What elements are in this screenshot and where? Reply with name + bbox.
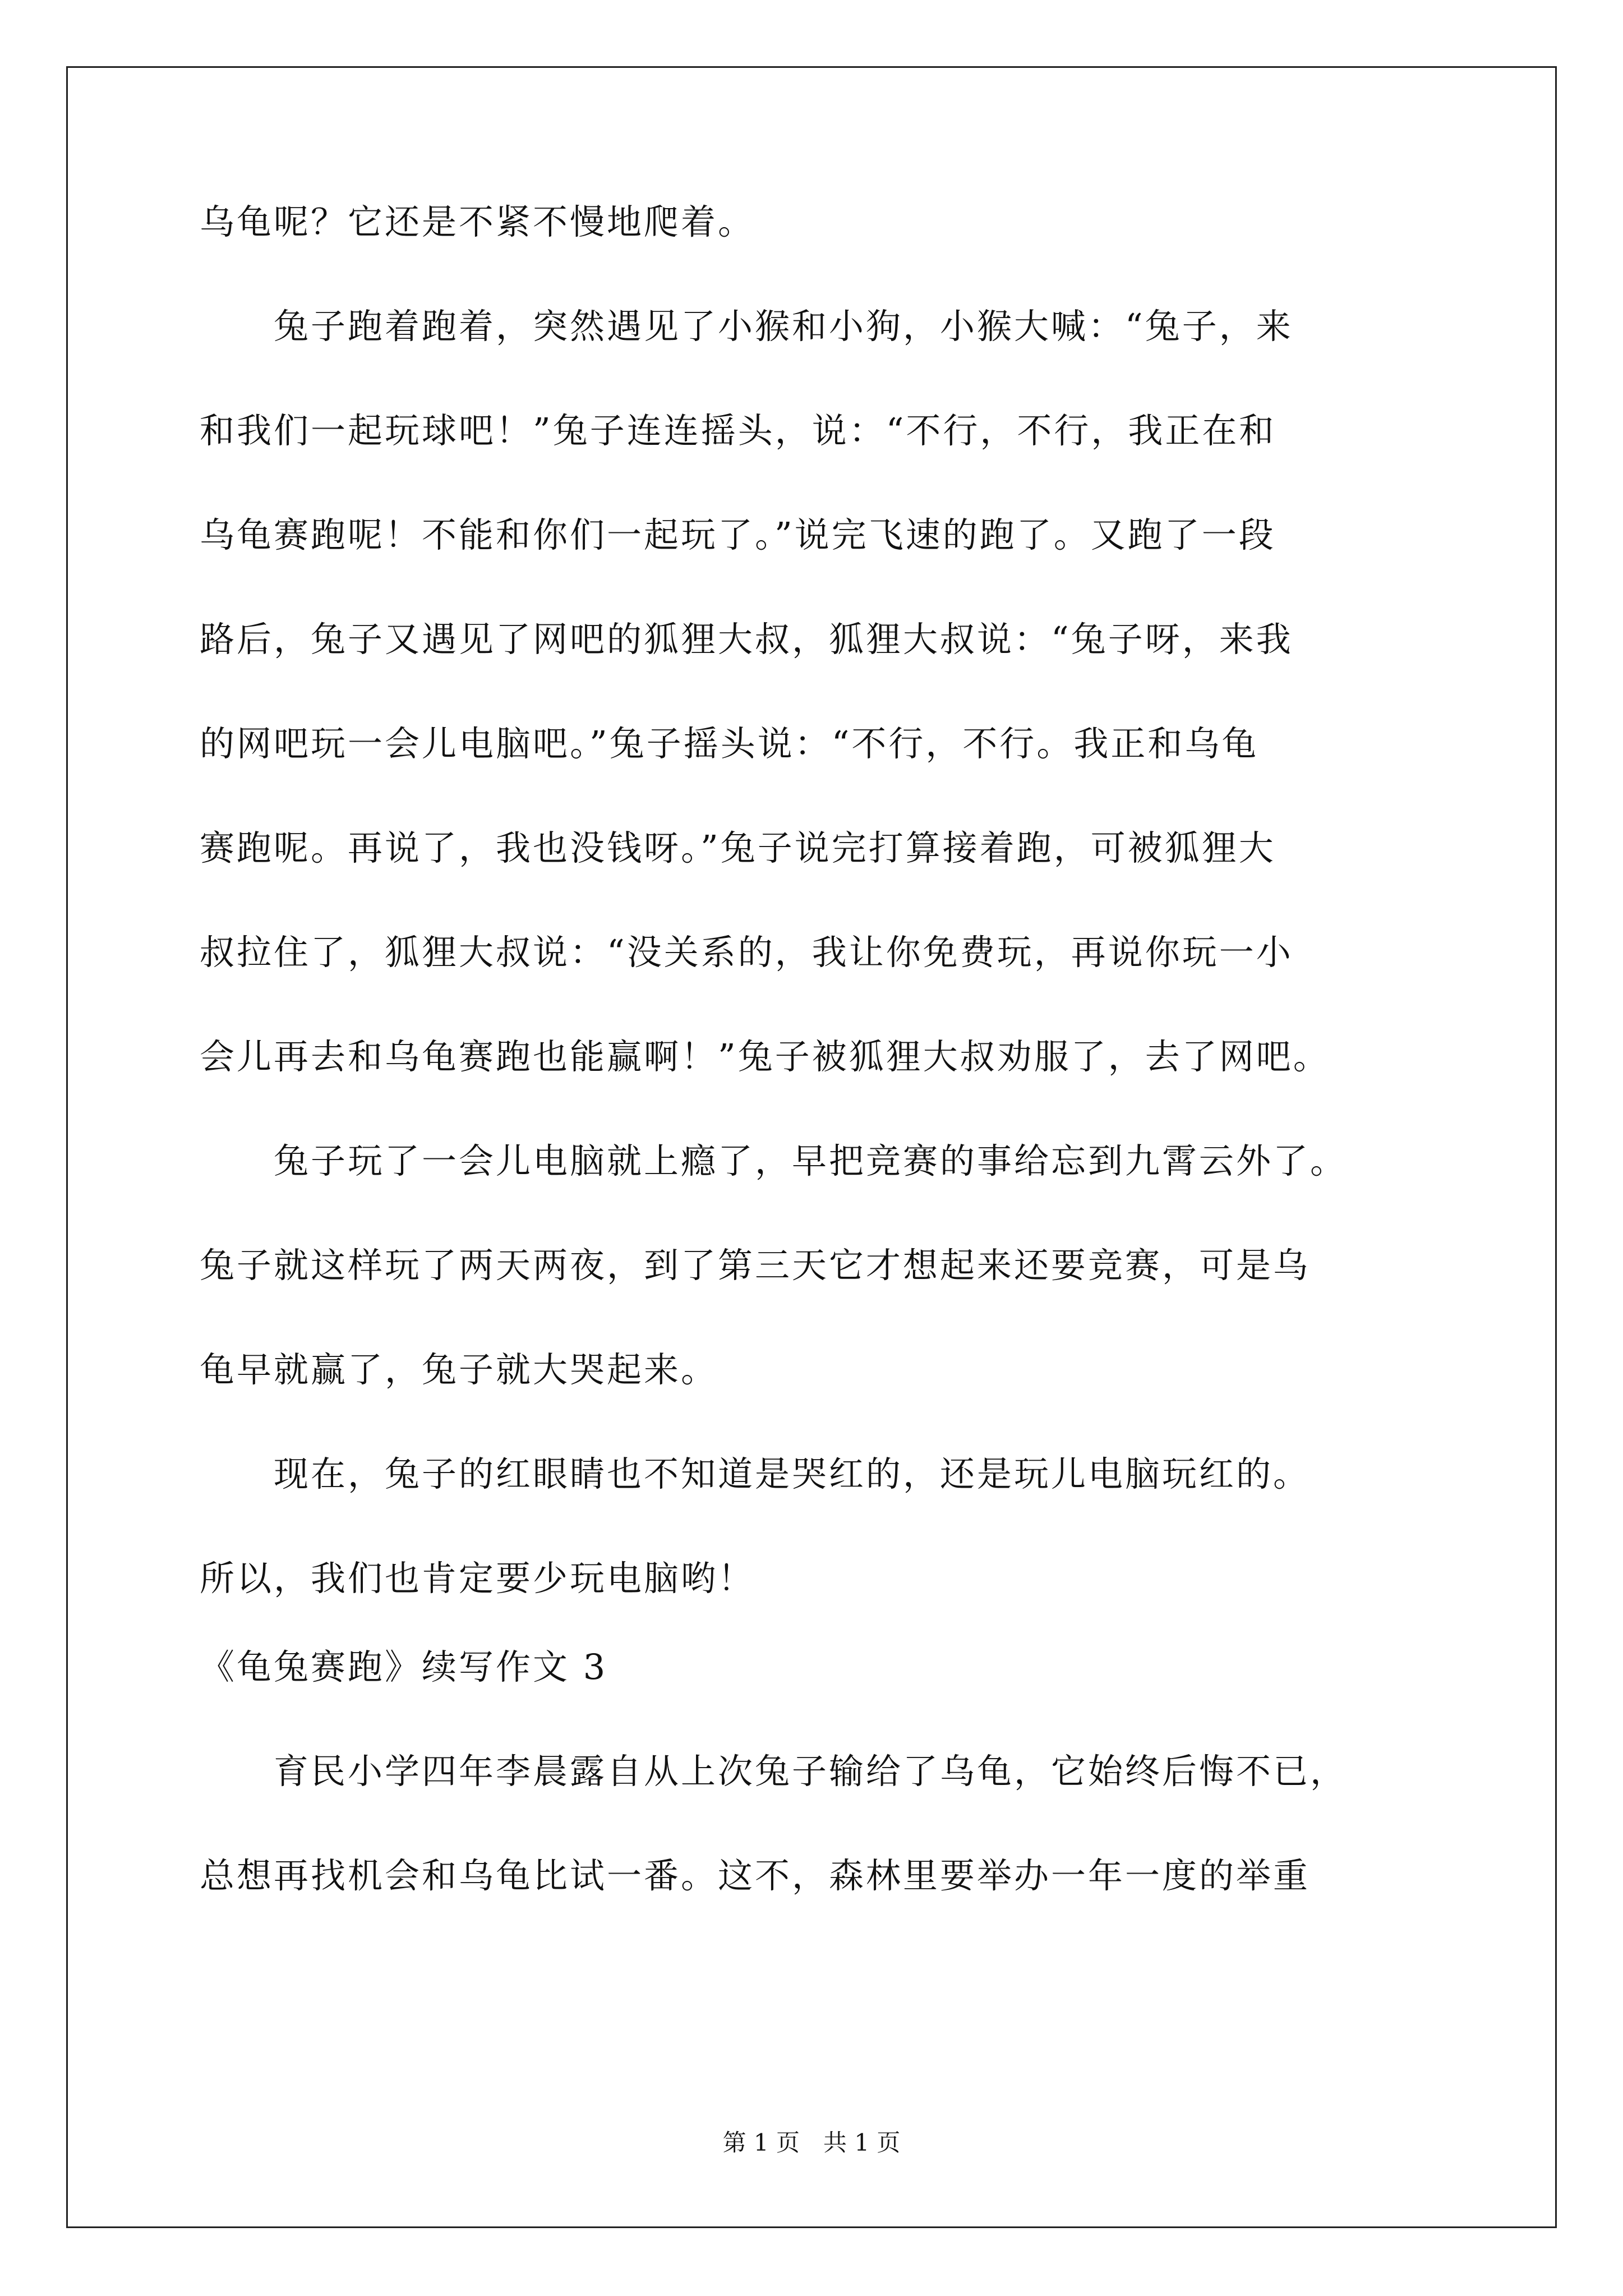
text-line: 所以，我们也肯定要少玩电脑哟！ <box>200 1558 755 1599</box>
text-line: 乌龟呢？它还是不紧不慢地爬着。 <box>200 201 755 242</box>
text-line: 会儿再去和乌龟赛跑也能赢啊！”兔子被狐狸大叔劝服了，去了网吧。 <box>200 1036 1330 1077</box>
text-line: 的网吧玩一会儿电脑吧。”兔子摇头说：“不行，不行。我正和乌龟 <box>200 723 1259 764</box>
text-line: 兔子玩了一会儿电脑就上瘾了，早把竞赛的事给忘到九霄云外了。 <box>200 1140 1348 1181</box>
text-line: 乌龟赛跑呢！不能和你们一起玩了。”说完飞速的跑了。又跑了一段 <box>200 514 1276 555</box>
section-heading: 《龟兔赛跑》续写作文 3 <box>200 1646 608 1687</box>
text-line: 育民小学四年李晨露自从上次兔子输给了乌龟，它始终后悔不已， <box>200 1751 1348 1792</box>
text-line: 兔子就这样玩了两天两夜，到了第三天它才想起来还要竞赛，可是乌 <box>200 1245 1311 1286</box>
page-number-footer: 第 1 页 共 1 页 <box>722 2129 901 2156</box>
text-line: 兔子跑着跑着，突然遇见了小猴和小狗，小猴大喊：“兔子，来 <box>200 306 1293 347</box>
text-line: 现在，兔子的红眼睛也不知道是哭红的，还是玩儿电脑玩红的。 <box>200 1453 1311 1494</box>
text-line: 路后，兔子又遇见了网吧的狐狸大叔，狐狸大叔说：“兔子呀，来我 <box>200 619 1293 660</box>
text-line: 龟早就赢了，兔子就大哭起来。 <box>200 1349 718 1390</box>
text-line: 赛跑呢。再说了，我也没钱呀。”兔子说完打算接着跑，可被狐狸大 <box>200 827 1276 868</box>
text-line: 总想再找机会和乌龟比试一番。这不，森林里要举办一年一度的举重 <box>200 1855 1311 1896</box>
text-line: 叔拉住了，狐狸大叔说：“没关系的，我让你免费玩，再说你玩一小 <box>200 932 1293 973</box>
text-line: 和我们一起玩球吧！”兔子连连摇头，说：“不行，不行，我正在和 <box>200 410 1276 451</box>
